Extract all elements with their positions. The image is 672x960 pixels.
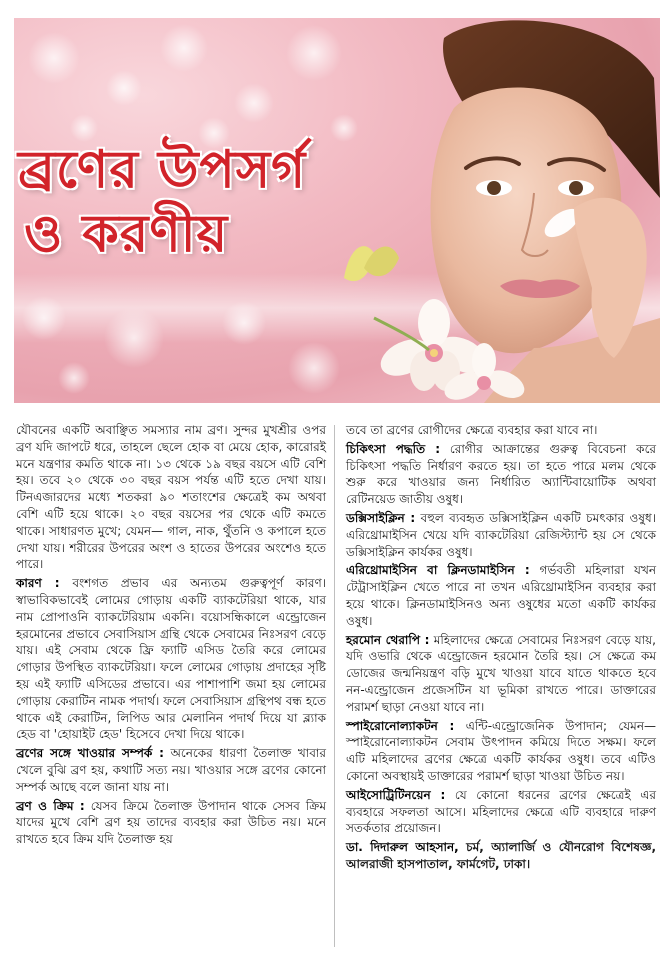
doxycycline-text: বহুল ব্যবহৃত ডক্সিসাইক্লিন একটি চমৎকার ওষুধ। এরিথ্রোমাইসিন খেয়ে যদি ব্যাকটেরিয়া রেজিস্ট্যান্ট হয় সে থেকে ডক্সিসাইক্লিন কার্যকর ওষুধ। <box>346 510 656 559</box>
cause-paragraph <box>16 575 326 743</box>
treatment-text: রোগীর আক্রান্তের গুরুত্ব বিবেচনা করে চিকিৎসা পদ্ধতি নির্ধারণ করতে হয়। তা হতে পারে মলম থেকে শুরু করে খাওয়ার জন্য নির্ধারিত অ্যান্টিবায়োটিক অথবা রেটিনয়েড জাতীয় ওষুধ। <box>346 441 656 507</box>
cream-text: যেসব ক্রিমে তৈলাক্ত উপাদান থাকে সেসব ক্রিম যাদের মুখে বেশি ব্রণ হয় তাদের ব্যবহার করা উচিত নয়। মনে রাখতে হবে ক্রিম যদি তৈলাক্ত হয় <box>16 798 326 847</box>
cause-heading: কারণ : <box>16 576 60 591</box>
doxycycline-heading: ডক্সিসাইক্লিন : <box>346 510 416 525</box>
food-heading: ব্রণের সঙ্গে খাওয়ার সম্পর্ক : <box>16 746 164 761</box>
title-line-2: ও করণীয় <box>24 203 229 264</box>
intro-paragraph: যৌবনের একটি অবাঞ্ছিত সমস্যার নাম ব্রণ। সুন্দর মুখশ্রীর ওপর ব্রণ যদি জাপটে ধরে, তাহলে ছেলে হোক বা মেয়ে হোক, কারোরই মনে যন্ত্রণার কমতি থাকে না। ১৩ থেকে ১৯ বছর বয়সে এটি বেশি হয়। তবে ২০ থেকে ৩০ বছর বয়স পর্যন্ত এটি হতে দেখা যায়। টিনএজারদের মধ্যে শতকরা ৯০ শতাংশের ক্ষেত্রেই কম অথবা বেশি এটি হয়ে থাকে। ২০ বছর বয়সের পর থেকে এটি কমতে থাকে। সাধারণত মুখে; যেমন— গাল, নাক, থুঁতনি ও কপালে হতে দেখা যায়। শরীরের উপরের অংশ ও হাতের উপরের অংশেও হতে পারে। <box>16 423 326 572</box>
spironolactone-text: এন্টি-এন্ড্রোজেনিক উপাদান; যেমন— স্পাইরোনোল্যাকটন সেবাম উৎপাদন কমিয়ে দিতে সক্ষম। ফলে এটি মহিলাদের ব্রণের ক্ষেত্রে একটি কার্যকর ওষুধ। তবে এটিও কোনো অবস্থায়ই ডাক্তারের পরামর্শ ছাড়া খাওয়া উচিত নয়। <box>346 718 656 783</box>
left-column <box>16 422 326 850</box>
food-text: অনেকের ধারণা তৈলাক্ত খাবার খেলে বুঝি ব্রণ হয়, কথাটি সত্য নয়। খাওয়ার সঙ্গে ব্রণের কোনো সম্পর্ক আছে বলে জানা যায় না। <box>16 746 326 794</box>
spironolactone-heading: স্পাইরোনোল্যাকটন : <box>346 718 455 733</box>
continued-paragraph: তবে তা ব্রণের রোগীদের ক্ষেত্রে ব্যবহার করা যাবে না। <box>346 423 598 437</box>
column-divider <box>334 425 335 947</box>
author-name: ডা. দিদারুল আহসান, <box>346 840 459 855</box>
erythromycin-paragraph <box>346 562 656 629</box>
food-paragraph <box>16 745 326 795</box>
right-column <box>346 422 656 875</box>
isotretinoin-text: যে কোনো ধরনের ব্রণের ক্ষেত্রেই এর ব্যবহারে সফলতা আসে। মহিলাদের ক্ষেত্রে এটি ব্যবহারে দারুণ সতর্কতার প্রয়োজন। <box>346 787 656 836</box>
cream-heading: ব্রণ ও ক্রিম : <box>16 798 85 813</box>
hormone-heading: হরমোন থেরাপি : <box>346 632 430 647</box>
treatment-heading: চিকিৎসা পদ্ধতি : <box>346 441 441 456</box>
cause-text: বংশগত প্রভাব এর অন্যতম গুরুত্বপূর্ণ কারণ। স্বাভাবিকভাবেই লোমের গোড়ায় একটি ব্যাকটেরিয়া থাকে, যার নাম প্রোপাওনি ব্যাকটেরিয়াম একনি। বয়োসন্ধিকালে এন্ড্রোজেন হরমোনের প্রভাবে সেবাসিয়াস গ্রন্থি থেকে সেবামের নিঃসরণ বেড়ে যায়। এই সেবাম থেকে ফ্রি ফ্যাটি এসিড তৈরি করে লোমের গোড়ার উপস্থিত ব্যাকটেরিয়া। ফলে লোমের গোড়ায় প্রদাহের সৃষ্টি হয় এই ফ্যাটি এসিডের প্রভাবে। এর পাশাপাশি জমা হয় লোমের গোড়ায় কেরাটিন নামক পদার্থ। ফলে সেবাসিয়াস গ্রন্থিপথ বন্ধ হতে থাকে এই কেরাটিন, লিপিড আর মেলানিন পদার্থ দিয়ে যা ব্ল্যাক হেড বা 'হোয়াইট হেড' হিসেবে দেখা দিয়ে থাকে। <box>16 576 326 742</box>
hormone-paragraph <box>346 632 656 716</box>
treatment-paragraph <box>346 441 656 508</box>
author-credentials: চর্ম, অ্যালার্জি ও যৌনরোগ বিশেষজ্ঞ, আলরাজী হাসপাতাল, ফার্মগেট, ঢাকা। <box>346 840 656 871</box>
title-line-1: ব্রণের উপসর্গ <box>18 139 307 200</box>
isotretinoin-heading: আইসোট্রিটিনয়েন : <box>346 787 446 802</box>
article-title <box>18 138 306 266</box>
author-byline <box>346 839 656 873</box>
cream-paragraph <box>16 798 326 848</box>
erythromycin-heading: এরিথ্রোমাইসিন বা ক্লিনডামাইসিন : <box>346 563 530 578</box>
hormone-text: মহিলাদের ক্ষেত্রে সেবামের নিঃসরণ বেড়ে যায়, যদি ওভারি থেকে এন্ড্রোজেন হরমোন তৈরি হয়। সে ক্ষেত্রে কম ডোজের জন্মনিয়ন্ত্রণ বড়ি মুখে খাওয়া যাবে যাতে থাকতে হবে নন-এন্ড্রোজেন প্রজেসটিন যা ভূমিকা রাখতে পারে। ডাক্তারের পরামর্শ ছাড়া নেওয়া যাবে না। <box>346 632 656 714</box>
spironolactone-paragraph <box>346 718 656 785</box>
erythromycin-text: গর্ভবতী মহিলারা যখন টেট্রাসাইক্লিন খেতে পারে না তখন এরিথ্রোমাইসিন ব্যবহার করা হয়ে থাকে। ক্লিনডামাইসিনও অন্য ওষুধের মতো একটি কার্যকর ওষুধ। <box>346 563 656 628</box>
doxycycline-paragraph <box>346 510 656 560</box>
isotretinoin-paragraph <box>346 787 656 837</box>
